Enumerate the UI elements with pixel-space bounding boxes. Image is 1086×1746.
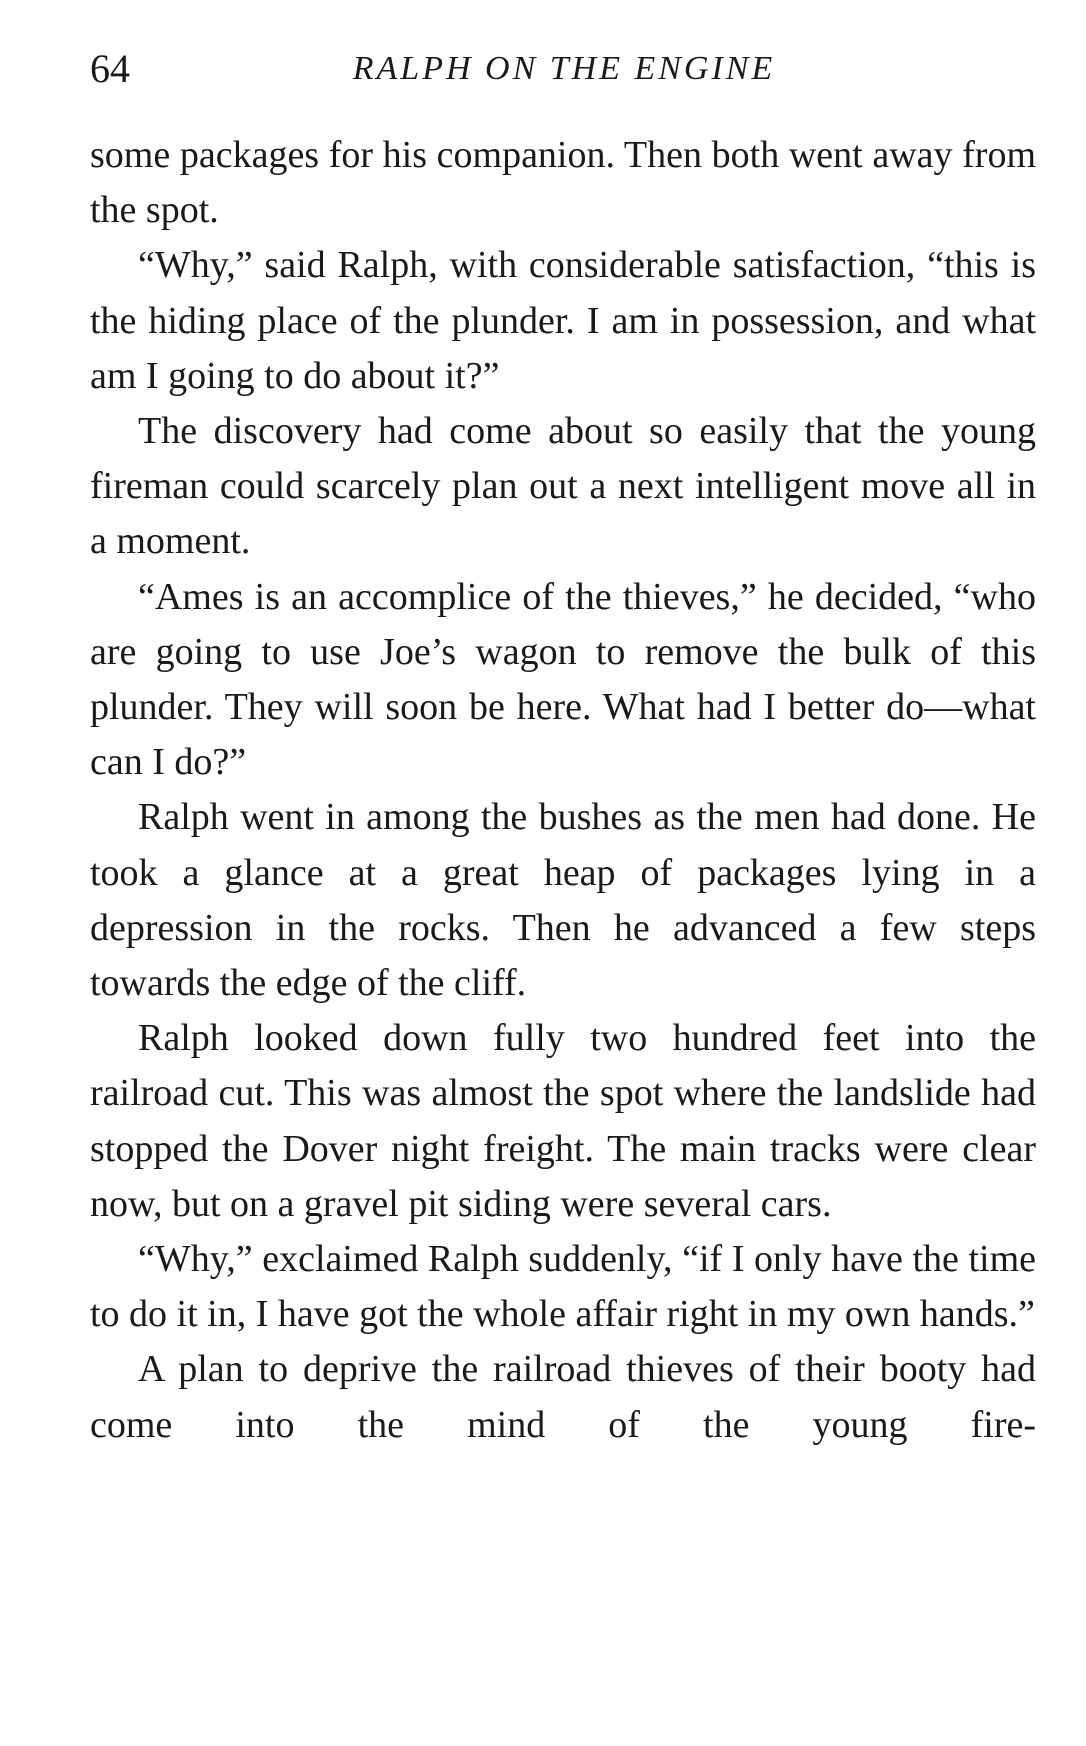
page-number: 64 xyxy=(90,46,130,91)
paragraph: Ralph looked down fully two hundred feet into the railroad cut. This was almost the spot where the landslide had stopped the Dover night freight. The main tracks were clear now, but on a gravel pit siding were several cars. xyxy=(90,1017,1036,1225)
paragraph: Ralph went in among the bushes as the men had done. He took a glance at a great heap of packages lying in a depression in the rocks. Then he advanced a few steps towards the edge of the cliff. xyxy=(90,796,1036,1005)
paragraph: “Why,” exclaimed Ralph suddenly, “if I only have the time to do it in, I have got the whole affair right in my own hands.” xyxy=(90,1238,1036,1336)
paragraph: The discovery had come about so easily that the young fireman could scarcely plan out a next intelligent move all in a moment. xyxy=(90,410,1036,563)
paragraph: some packages for his companion. Then both went away from the spot. xyxy=(90,134,1036,232)
running-head: RALPH ON THE ENGINE xyxy=(352,50,776,87)
paragraph: “Ames is an accomplice of the thieves,” he decided, “who are going to use Joe’s wagon to remove the bulk of this plunder. They will soon be here. What had I better do—what can I do?” xyxy=(90,575,1036,784)
paragraph: “Why,” said Ralph, with considerable satisfaction, “this is the hiding place of the plunder. I am in possession, and what am I going to do about it?” xyxy=(90,244,1036,397)
page-header xyxy=(90,44,1038,94)
body-text xyxy=(90,128,1036,1453)
paragraph: A plan to deprive the railroad thieves of their booty had come into the mind of the young fire- xyxy=(90,1348,1036,1446)
